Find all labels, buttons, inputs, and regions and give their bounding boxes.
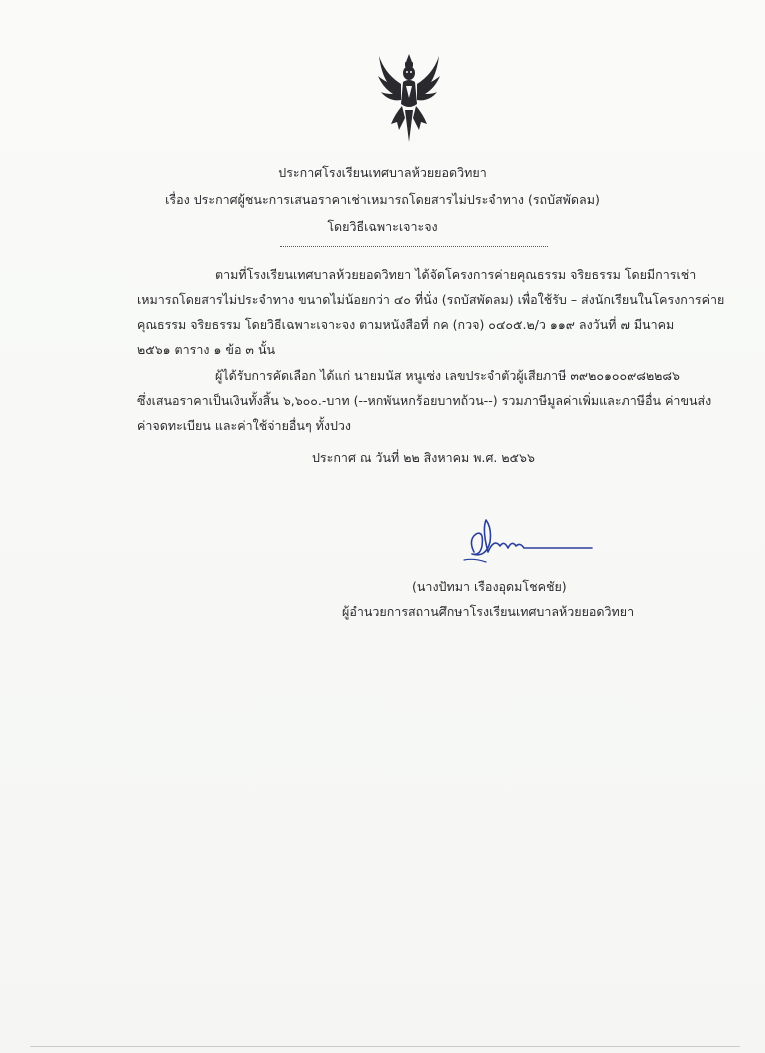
signatory-name: (นางปัทมา เรืองอุดมโชคชัย) — [412, 579, 567, 594]
handwritten-signature — [460, 512, 595, 570]
signatory-title: ผู้อำนวยการสถานศึกษาโรงเรียนเทศบาลห้วยยอดวิทยา — [342, 604, 635, 619]
announcement-subject: เรื่อง ประกาศผู้ชนะการเสนอราคาเช่าเหมารถโดยสารไม่ประจำทาง (รถบัสพัดลม) — [165, 192, 600, 207]
paragraph-winner — [137, 363, 712, 438]
paragraph-line: ตามที่โรงเรียนเทศบาลห้วยยอดวิทยา ได้จัดโครงการค่ายคุณธรรม จริยธรรม โดยมีการเช่า — [215, 267, 697, 282]
paragraph-line: คุณธรรม จริยธรรม โดยวิธีเฉพาะเจาะจง ตามหนังสือที่ กค (กวจ) ๐๔๐๕.๒/ว ๑๑๙ ลงวันที่ ๗ มีนาคม — [137, 317, 675, 332]
garuda-emblem-icon — [375, 52, 443, 148]
scan-edge-line — [30, 1046, 740, 1047]
paragraph-line: เหมารถโดยสารไม่ประจำทาง ขนาดไม่น้อยกว่า ๔๐ ที่นั่ง (รถบัสพัดลม) เพื่อใช้รับ – ส่งนักเรียนในโครงการค่าย — [137, 292, 725, 307]
paragraph-line: ผู้ได้รับการคัดเลือก ได้แก่ นายมนัส หนูเซ่ง เลขประจำตัวผู้เสียภาษี ๓๙๒๐๑๐๐๙๘๒๒๘๖ — [215, 368, 680, 383]
paragraph-background — [137, 262, 725, 362]
announcement-method: โดยวิธีเฉพาะเจาะจง — [327, 219, 438, 234]
paragraph-line: ค่าจดทะเบียน และค่าใช้จ่ายอื่นๆ ทั้งปวง — [137, 418, 352, 433]
dotted-divider — [280, 246, 548, 247]
paragraph-line: ซึ่งเสนอราคาเป็นเงินทั้งสิ้น ๖,๖๐๐.-บาท (--หกพันหกร้อยบาทถ้วน--) รวมภาษีมูลค่าเพิ่มและภาษีอื่น ค่าขนส่ง — [137, 393, 712, 408]
announcement-heading: ประกาศโรงเรียนเทศบาลห้วยยอดวิทยา — [278, 165, 487, 180]
paragraph-line: ๒๕๖๑ ตาราง ๑ ข้อ ๓ นั้น — [137, 342, 276, 357]
announcement-date: ประกาศ ณ วันที่ ๒๒ สิงหาคม พ.ศ. ๒๕๖๖ — [312, 450, 535, 465]
